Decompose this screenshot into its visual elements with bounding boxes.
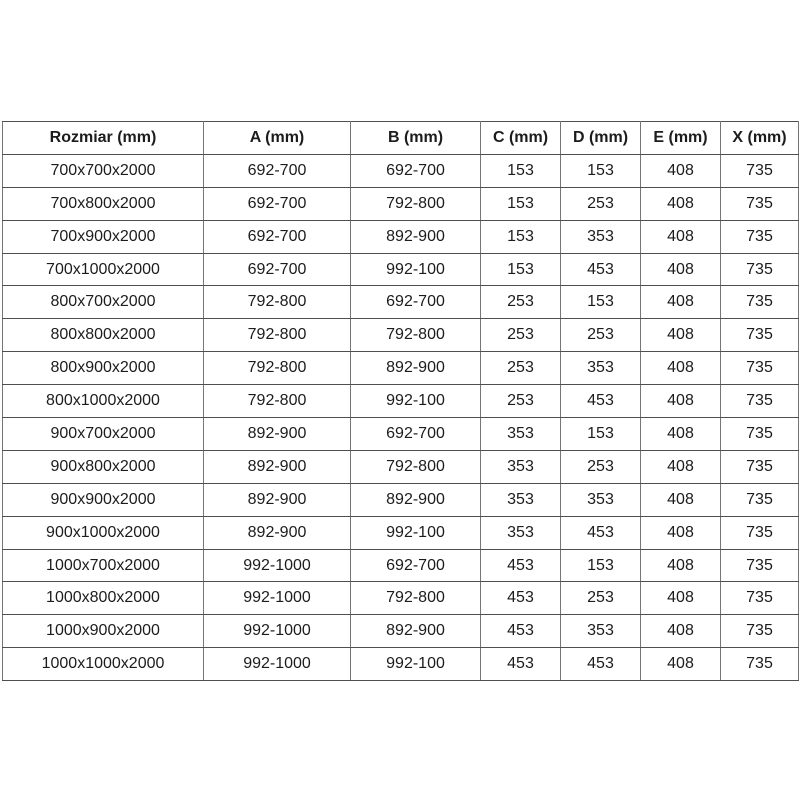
table-row: [3, 385, 799, 418]
value-cell: 792-800: [204, 286, 351, 319]
value-cell: 735: [721, 352, 799, 385]
value-cell: 408: [641, 450, 721, 483]
value-cell: 408: [641, 220, 721, 253]
column-header: Rozmiar (mm): [3, 122, 204, 155]
column-header: D (mm): [561, 122, 641, 155]
value-cell: 735: [721, 582, 799, 615]
value-cell: 735: [721, 615, 799, 648]
size-table-container: [2, 121, 799, 681]
value-cell: 692-700: [204, 253, 351, 286]
value-cell: 408: [641, 615, 721, 648]
value-cell: 353: [481, 516, 561, 549]
value-cell: 253: [561, 450, 641, 483]
size-cell: 800x1000x2000: [3, 385, 204, 418]
value-cell: 408: [641, 352, 721, 385]
size-table: [2, 121, 799, 681]
value-cell: 735: [721, 516, 799, 549]
value-cell: 153: [481, 154, 561, 187]
value-cell: 692-700: [351, 549, 481, 582]
value-cell: 735: [721, 418, 799, 451]
value-cell: 992-100: [351, 253, 481, 286]
table-row: [3, 516, 799, 549]
value-cell: 992-1000: [204, 615, 351, 648]
value-cell: 735: [721, 253, 799, 286]
size-cell: 1000x800x2000: [3, 582, 204, 615]
value-cell: 792-800: [351, 582, 481, 615]
table-row: [3, 483, 799, 516]
value-cell: 735: [721, 187, 799, 220]
value-cell: 408: [641, 187, 721, 220]
value-cell: 408: [641, 549, 721, 582]
column-header: C (mm): [481, 122, 561, 155]
value-cell: 353: [481, 450, 561, 483]
table-row: [3, 582, 799, 615]
value-cell: 153: [561, 418, 641, 451]
table-row: [3, 220, 799, 253]
size-cell: 700x800x2000: [3, 187, 204, 220]
value-cell: 353: [481, 483, 561, 516]
value-cell: 735: [721, 648, 799, 681]
value-cell: 253: [561, 582, 641, 615]
value-cell: 792-800: [351, 450, 481, 483]
size-cell: 900x800x2000: [3, 450, 204, 483]
value-cell: 408: [641, 516, 721, 549]
value-cell: 892-900: [204, 450, 351, 483]
value-cell: 792-800: [204, 319, 351, 352]
value-cell: 153: [481, 187, 561, 220]
value-cell: 692-700: [351, 286, 481, 319]
value-cell: 792-800: [351, 319, 481, 352]
table-row: [3, 549, 799, 582]
value-cell: 735: [721, 385, 799, 418]
value-cell: 692-700: [204, 187, 351, 220]
value-cell: 992-100: [351, 385, 481, 418]
value-cell: 892-900: [351, 615, 481, 648]
value-cell: 253: [561, 319, 641, 352]
value-cell: 408: [641, 385, 721, 418]
value-cell: 153: [481, 220, 561, 253]
value-cell: 735: [721, 549, 799, 582]
value-cell: 453: [561, 648, 641, 681]
value-cell: 253: [481, 385, 561, 418]
value-cell: 408: [641, 418, 721, 451]
size-cell: 1000x700x2000: [3, 549, 204, 582]
size-cell: 900x700x2000: [3, 418, 204, 451]
column-header: A (mm): [204, 122, 351, 155]
value-cell: 408: [641, 286, 721, 319]
size-cell: 900x900x2000: [3, 483, 204, 516]
value-cell: 792-800: [204, 385, 351, 418]
size-cell: 800x900x2000: [3, 352, 204, 385]
value-cell: 692-700: [351, 154, 481, 187]
value-cell: 353: [481, 418, 561, 451]
column-header: X (mm): [721, 122, 799, 155]
value-cell: 792-800: [351, 187, 481, 220]
value-cell: 253: [481, 286, 561, 319]
value-cell: 253: [481, 319, 561, 352]
value-cell: 735: [721, 286, 799, 319]
value-cell: 453: [561, 385, 641, 418]
header-row: [3, 122, 799, 155]
value-cell: 353: [561, 220, 641, 253]
value-cell: 408: [641, 253, 721, 286]
size-cell: 700x700x2000: [3, 154, 204, 187]
size-cell: 700x1000x2000: [3, 253, 204, 286]
value-cell: 892-900: [351, 352, 481, 385]
column-header: B (mm): [351, 122, 481, 155]
size-cell: 800x800x2000: [3, 319, 204, 352]
table-row: [3, 154, 799, 187]
value-cell: 353: [561, 615, 641, 648]
value-cell: 253: [481, 352, 561, 385]
value-cell: 992-1000: [204, 549, 351, 582]
value-cell: 408: [641, 648, 721, 681]
table-row: [3, 450, 799, 483]
value-cell: 453: [481, 549, 561, 582]
value-cell: 892-900: [204, 483, 351, 516]
value-cell: 992-100: [351, 648, 481, 681]
value-cell: 153: [561, 154, 641, 187]
value-cell: 892-900: [351, 220, 481, 253]
value-cell: 353: [561, 483, 641, 516]
table-row: [3, 418, 799, 451]
value-cell: 992-100: [351, 516, 481, 549]
value-cell: 735: [721, 220, 799, 253]
value-cell: 153: [561, 549, 641, 582]
value-cell: 692-700: [204, 154, 351, 187]
value-cell: 692-700: [204, 220, 351, 253]
table-row: [3, 352, 799, 385]
table-row: [3, 615, 799, 648]
size-cell: 1000x900x2000: [3, 615, 204, 648]
value-cell: 408: [641, 582, 721, 615]
size-cell: 1000x1000x2000: [3, 648, 204, 681]
value-cell: 735: [721, 450, 799, 483]
column-header: E (mm): [641, 122, 721, 155]
table-row: [3, 286, 799, 319]
value-cell: 892-900: [204, 418, 351, 451]
value-cell: 735: [721, 483, 799, 516]
value-cell: 453: [481, 615, 561, 648]
value-cell: 353: [561, 352, 641, 385]
value-cell: 792-800: [204, 352, 351, 385]
value-cell: 453: [561, 253, 641, 286]
value-cell: 735: [721, 154, 799, 187]
value-cell: 735: [721, 319, 799, 352]
size-cell: 700x900x2000: [3, 220, 204, 253]
value-cell: 892-900: [204, 516, 351, 549]
value-cell: 453: [561, 516, 641, 549]
value-cell: 408: [641, 319, 721, 352]
value-cell: 892-900: [351, 483, 481, 516]
value-cell: 408: [641, 154, 721, 187]
value-cell: 453: [481, 648, 561, 681]
value-cell: 253: [561, 187, 641, 220]
value-cell: 992-1000: [204, 582, 351, 615]
table-row: [3, 319, 799, 352]
size-cell: 900x1000x2000: [3, 516, 204, 549]
size-cell: 800x700x2000: [3, 286, 204, 319]
value-cell: 153: [481, 253, 561, 286]
value-cell: 992-1000: [204, 648, 351, 681]
value-cell: 453: [481, 582, 561, 615]
value-cell: 153: [561, 286, 641, 319]
value-cell: 408: [641, 483, 721, 516]
value-cell: 692-700: [351, 418, 481, 451]
table-body: [3, 154, 799, 680]
table-row: [3, 648, 799, 681]
table-row: [3, 253, 799, 286]
table-row: [3, 187, 799, 220]
